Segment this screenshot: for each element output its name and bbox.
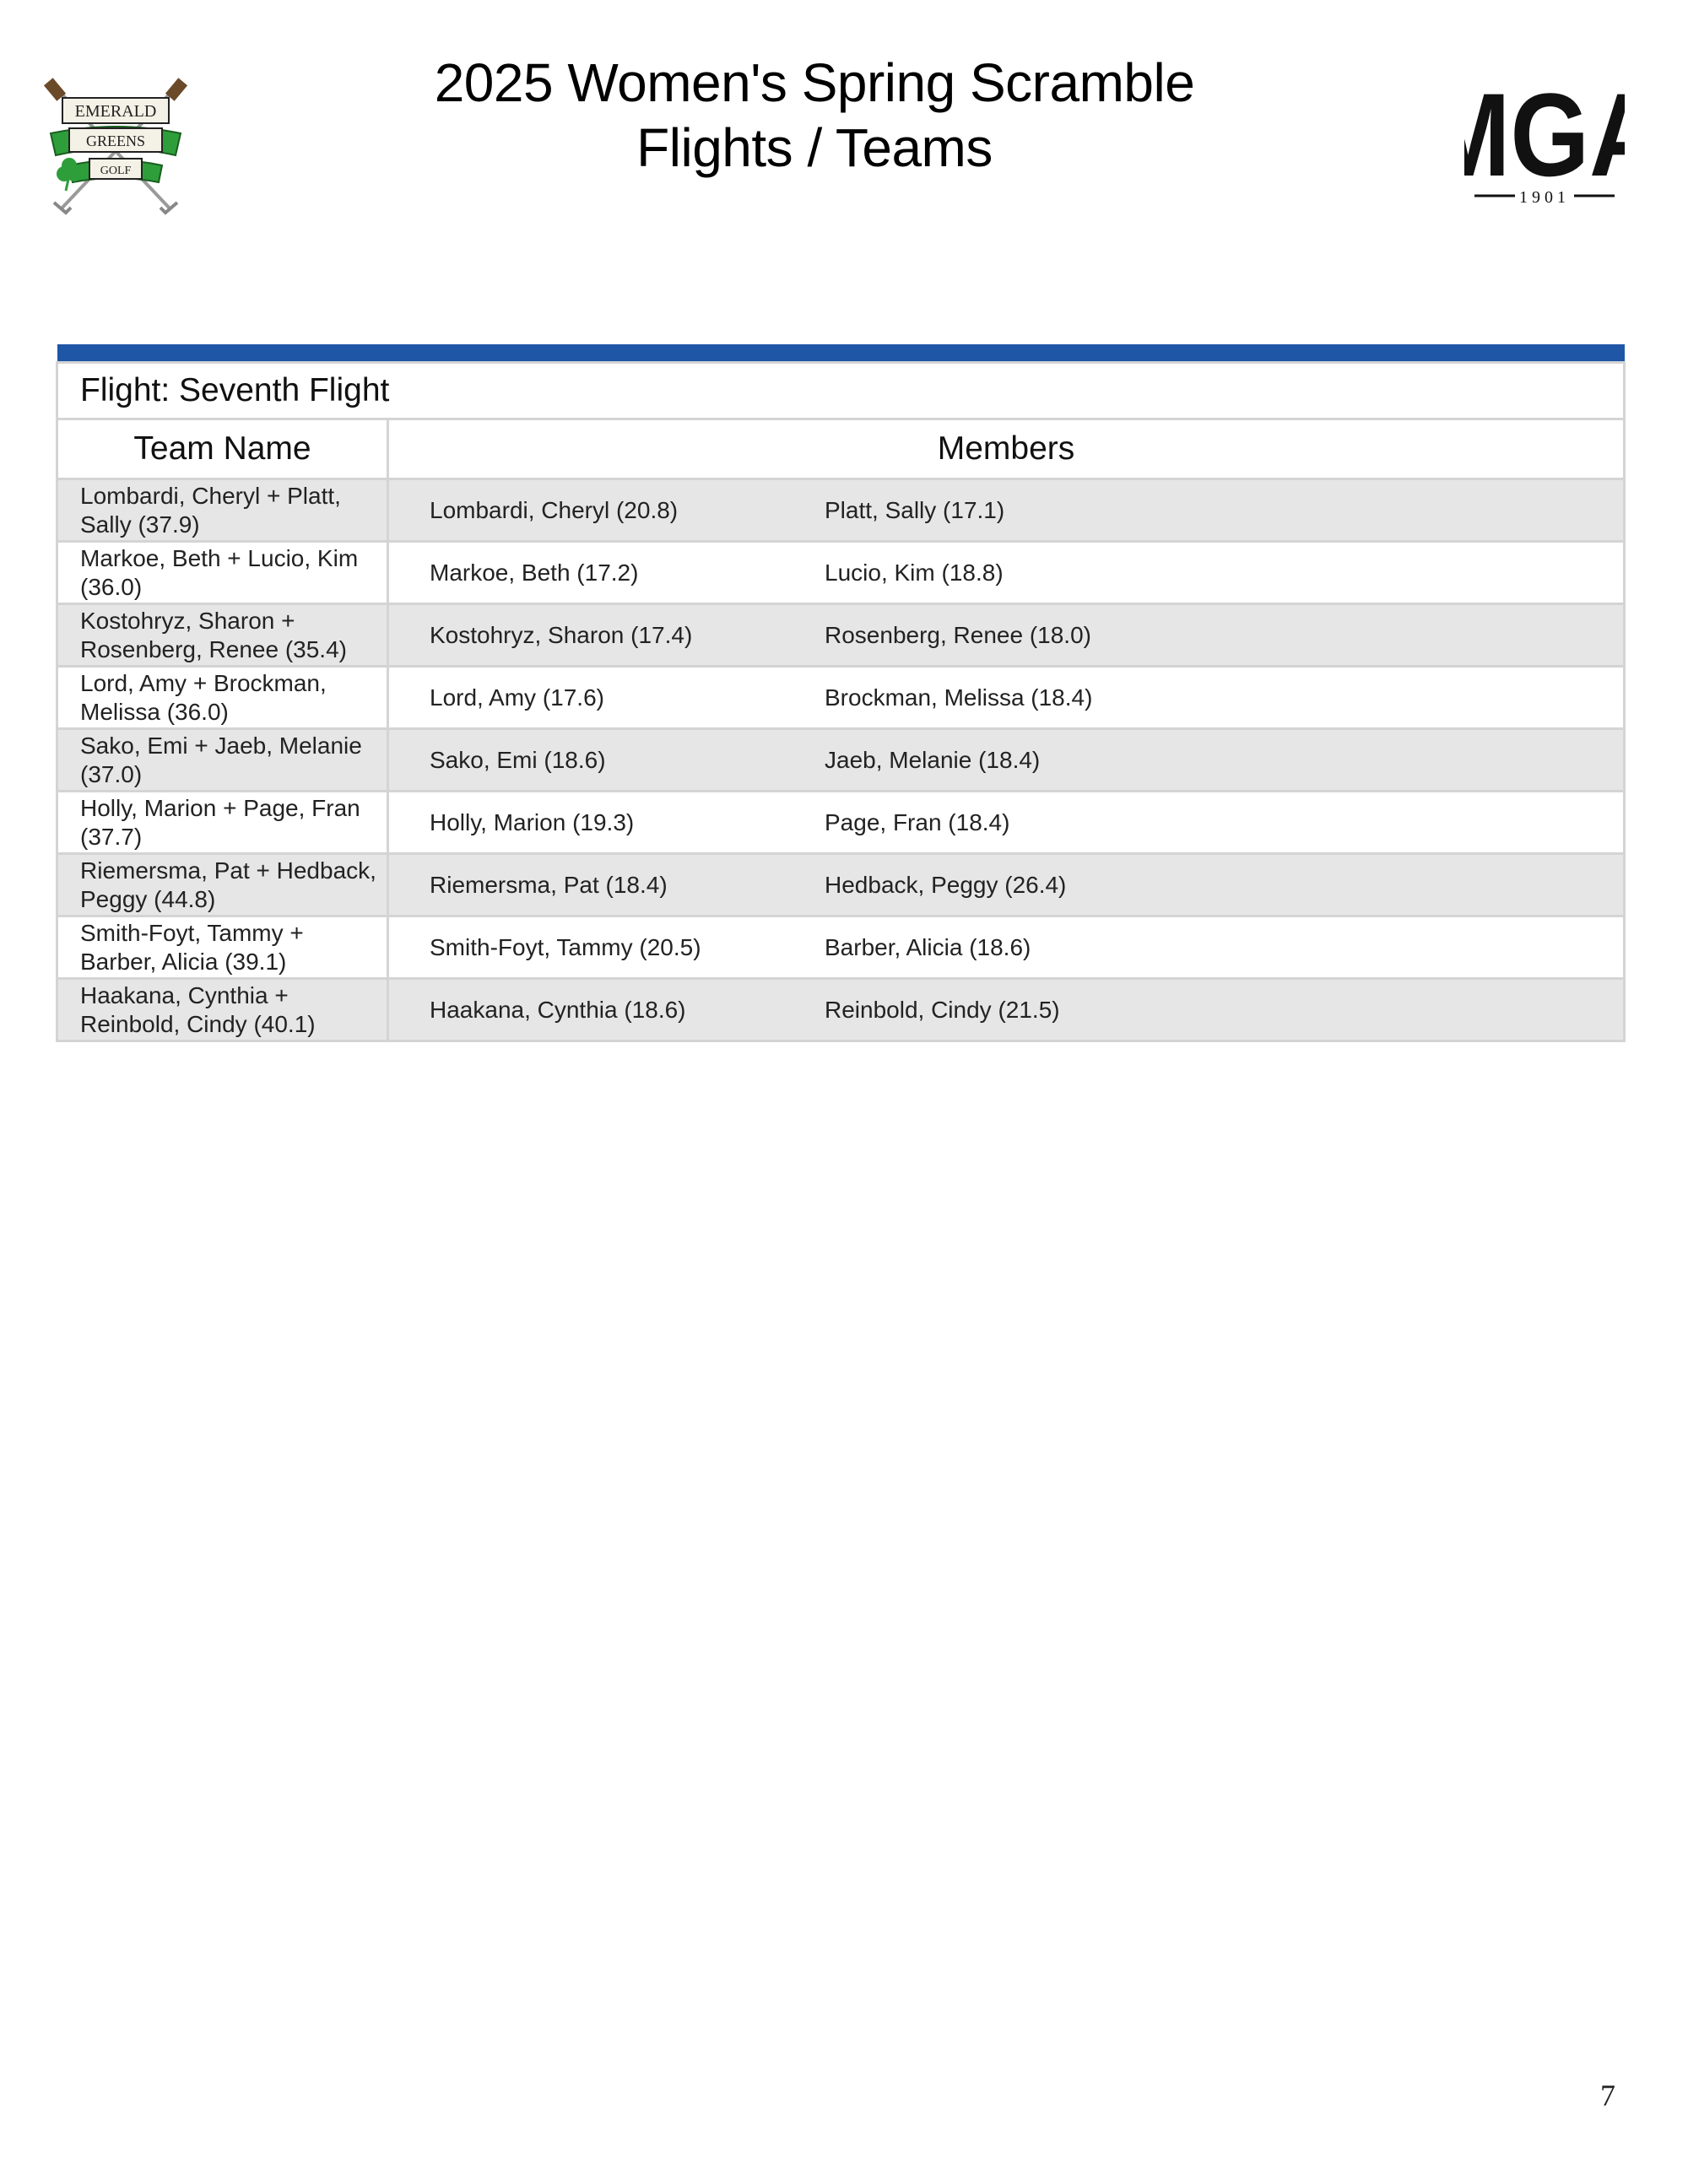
member-1: Lombardi, Cheryl (20.8) [430,496,679,523]
team-name-cell: Holly, Marion + Page, Fran (37.7) [57,792,388,854]
table-row [57,979,1625,1041]
table-row [57,604,1625,667]
flight-title-row [57,363,1625,419]
table-row [57,542,1625,604]
mga-logo-icon [1464,59,1625,232]
team-rows [57,479,1625,1041]
members-cell [388,916,1625,979]
team-name-cell: Riemersma, Pat + Hedback, Peggy (44.8) [57,854,388,916]
page-number: 7 [1600,2079,1615,2112]
team-name-cell: Haakana, Cynthia + Reinbold, Cindy (40.1) [57,979,388,1041]
member-2: Hedback, Peggy (26.4) [825,871,1067,898]
team-name-cell: Lombardi, Cheryl + Platt, Sally (37.9) [57,479,388,542]
mga-logo [1464,59,1625,232]
mga-logo-year: 1901 [1519,188,1570,207]
team-name-header: Team Name [57,419,388,479]
table-row [57,667,1625,729]
table-row [57,792,1625,854]
member-2: Barber, Alicia (18.6) [825,933,1031,960]
member-1: Lord, Amy (17.6) [430,684,604,711]
members-cell [388,479,1625,542]
team-name-cell: Sako, Emi + Jaeb, Melanie (37.0) [57,729,388,792]
member-2: Page, Fran (18.4) [825,808,1010,835]
members-header: Members [388,419,1625,479]
table-row [57,854,1625,916]
members-cell [388,979,1625,1041]
members-cell [388,854,1625,916]
members-cell [388,729,1625,792]
member-2: Jaeb, Melanie (18.4) [825,746,1041,773]
team-name-cell: Lord, Amy + Brockman, Melissa (36.0) [57,667,388,729]
page-title-line-1: 2025 Women's Spring Scramble [434,52,1195,113]
member-1: Sako, Emi (18.6) [430,746,606,773]
team-name-cell: Markoe, Beth + Lucio, Kim (36.0) [57,542,388,604]
logo-word-3: GOLF [100,165,132,177]
member-2: Reinbold, Cindy (21.5) [825,996,1060,1023]
logo-word-1: EMERALD [74,102,157,121]
table-row [57,479,1625,542]
table-row [57,916,1625,979]
member-1: Smith-Foyt, Tammy (20.5) [430,933,701,960]
member-2: Rosenberg, Renee (18.0) [825,621,1091,648]
page-title [338,51,1291,181]
members-cell [388,667,1625,729]
member-1: Holly, Marion (19.3) [430,808,635,835]
emerald-greens-golf-logo-icon [44,74,187,219]
member-1: Haakana, Cynthia (18.6) [430,996,686,1023]
table-top-bar [57,344,1625,363]
team-name-cell: Kostohryz, Sharon + Rosenberg, Renee (35.4) [57,604,388,667]
column-header-row [57,419,1625,479]
emerald-greens-golf-logo [44,74,187,219]
table-row [57,729,1625,792]
member-2: Lucio, Kim (18.8) [825,559,1004,586]
members-cell [388,542,1625,604]
member-2: Platt, Sally (17.1) [825,496,1005,523]
member-1: Kostohryz, Sharon (17.4) [430,621,693,648]
logo-word-2: GREENS [85,132,146,149]
mga-logo-text: G [1510,68,1590,202]
member-2: Brockman, Melissa (18.4) [825,684,1093,711]
members-cell [388,604,1625,667]
members-cell [388,792,1625,854]
team-name-cell: Smith-Foyt, Tammy + Barber, Alicia (39.1) [57,916,388,979]
member-1: Riemersma, Pat (18.4) [430,871,668,898]
member-1: Markoe, Beth (17.2) [430,559,639,586]
flight-label: Flight: Seventh Flight [57,363,1625,419]
flight-table [56,344,1626,1042]
page-title-line-2: Flights / Teams [636,117,993,178]
